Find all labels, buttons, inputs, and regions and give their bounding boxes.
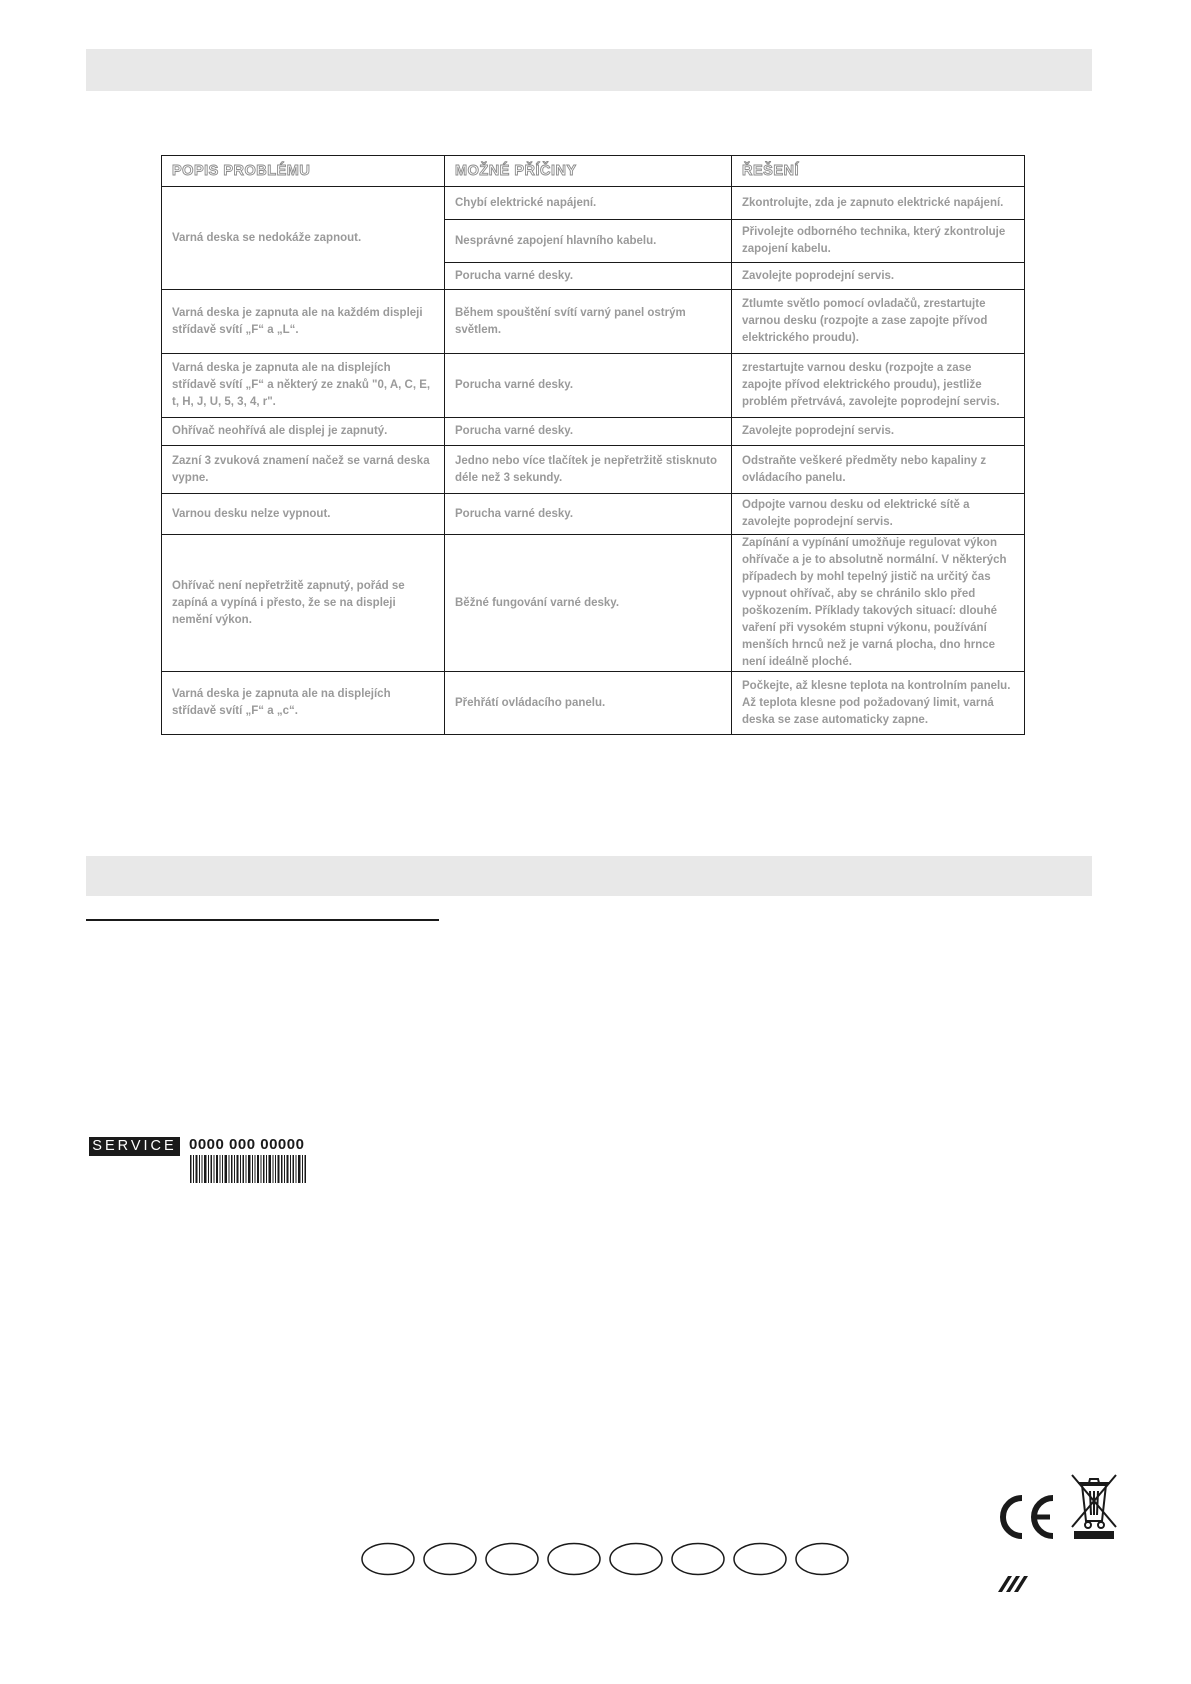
table-header-row	[162, 156, 1025, 187]
solution-cell: Zavolejte poprodejní servis.	[732, 418, 1025, 446]
problem-cell: Ohřívač neohřívá ale displej je zapnutý.	[162, 418, 445, 446]
table-row	[162, 446, 1025, 494]
table-row	[162, 290, 1025, 354]
table-row	[162, 187, 1025, 220]
table-row	[162, 354, 1025, 418]
cause-cell: Porucha varné desky.	[445, 418, 732, 446]
problem-cell: Varná deska je zapnuta ale na displejích střídavě svítí „F“ a „c“.	[162, 672, 445, 735]
cause-cell: Jedno nebo více tlačítek je nepřetržitě stisknuto déle než 3 sekundy.	[445, 446, 732, 494]
cause-cell: Porucha varné desky.	[445, 263, 732, 290]
solution-cell: Odstraňte veškeré předměty nebo kapaliny z ovládacího panelu.	[732, 446, 1025, 494]
table-row	[162, 672, 1025, 735]
cause-cell: Přehřátí ovládacího panelu.	[445, 672, 732, 735]
solution-cell: Ztlumte světlo pomocí ovladačů, zrestartujte varnou desku (rozpojte a zase zapojte přívod elektrického proudu).	[732, 290, 1025, 354]
cause-cell: Během spouštění svítí varný panel ostrým světlem.	[445, 290, 732, 354]
table-row	[162, 535, 1025, 672]
cause-cell: Nesprávné zapojení hlavního kabelu.	[445, 220, 732, 263]
troubleshooting-table	[161, 155, 1025, 735]
problem-cell: Varná deska je zapnuta ale na každém displeji střídavě svítí „F“ a „L“.	[162, 290, 445, 354]
problem-cell: Ohřívač není nepřetržitě zapnutý, pořád se zapíná a vypíná i přesto, že se na displeji nemění výkon.	[162, 535, 445, 672]
header-solution: ŘEŠENÍ	[732, 156, 1025, 187]
cause-cell: Porucha varné desky.	[445, 354, 732, 418]
table-row	[162, 418, 1025, 446]
section-header-band	[86, 856, 1092, 896]
solution-cell: Zkontrolujte, zda je zapnuto elektrické napájení.	[732, 187, 1025, 220]
barcode-icon	[190, 1155, 306, 1183]
cause-cell: Běžné fungování varné desky.	[445, 535, 732, 672]
horizontal-rule	[86, 919, 439, 921]
service-label: SERVICE	[89, 1137, 180, 1156]
ce-mark-icon	[998, 1494, 1058, 1540]
cause-cell: Porucha varné desky.	[445, 494, 732, 535]
solution-cell: Odpojte varnou desku od elektrické sítě a zavolejte poprodejní servis.	[732, 494, 1025, 535]
header-problem: POPIS PROBLÉMU	[162, 156, 445, 187]
header-causes: MOŽNÉ PŘÍČINY	[445, 156, 732, 187]
problem-cell: Zazní 3 zvuková znamení načež se varná deska vypne.	[162, 446, 445, 494]
problem-cell: Varnou desku nelze vypnout.	[162, 494, 445, 535]
weee-bin-icon	[1068, 1471, 1120, 1541]
service-code: 0000 000 00000	[189, 1136, 305, 1153]
solution-cell: Přivolejte odborného technika, který zkontroluje zapojení kabelu.	[732, 220, 1025, 263]
solution-cell: Zavolejte poprodejní servis.	[732, 263, 1025, 290]
problem-cell: Varná deska se nedokáže zapnout.	[162, 187, 445, 290]
section-header-band	[86, 49, 1092, 91]
solution-cell: Zapínání a vypínání umožňuje regulovat výkon ohřívače a je to absolutně normální. V některých případech by mohl tepelný jistič na určitý čas vypnout ohřívač, aby se chránilo sklo před poškozením. Příklady takových situací: dlouhé vaření při vysokém stupni výkonu, používání menších hrnců než je varná plocha, dno hrnce není ideálně ploché.	[732, 535, 1025, 672]
solution-cell: zrestartujte varnou desku (rozpojte a zase zapojte přívod elektrického proudu), jestliže problém přetrvává, zavolejte poprodejní servis.	[732, 354, 1025, 418]
cause-cell: Chybí elektrické napájení.	[445, 187, 732, 220]
brand-logo-icon	[998, 1572, 1030, 1594]
table-row	[162, 494, 1025, 535]
problem-cell: Varná deska je zapnuta ale na displejích střídavě svítí „F“ a některý ze znaků "0, A, C, E, t, H, J, U, 5, 3, 4, r".	[162, 354, 445, 418]
solution-cell: Počkejte, až klesne teplota na kontrolním panelu. Až teplota klesne pod požadovaný limit, varná deska se zase automaticky zapne.	[732, 672, 1025, 735]
language-circles	[361, 1542, 851, 1576]
